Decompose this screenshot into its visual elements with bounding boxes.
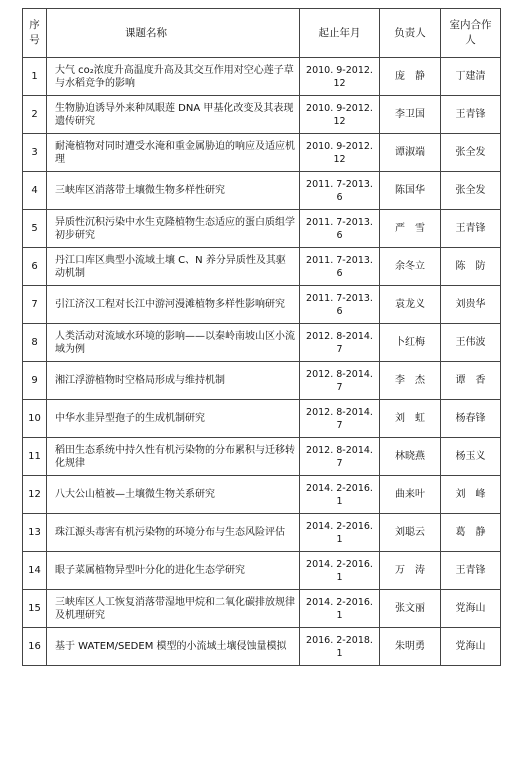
cell-collaborator: 党海山 [441, 590, 501, 628]
cell-no: 12 [23, 476, 47, 514]
cell-leader: 庞 静 [380, 58, 441, 96]
cell-title: 异质性沉积污染中水生克隆植物生态适应的蛋白质组学初步研究 [47, 210, 300, 248]
table-row [23, 400, 501, 438]
cell-title: 中华水韭异型孢子的生成机制研究 [47, 400, 300, 438]
header-leader: 负责人 [380, 9, 441, 58]
cell-title: 湘江浮游植物时空格局形成与维持机制 [47, 362, 300, 400]
cell-collaborator: 王青锋 [441, 96, 501, 134]
table-row [23, 590, 501, 628]
cell-title: 三峡库区消落带土壤微生物多样性研究 [47, 172, 300, 210]
header-title: 课题名称 [47, 9, 300, 58]
cell-collaborator: 王青锋 [441, 210, 501, 248]
cell-no: 9 [23, 362, 47, 400]
table-body [23, 58, 501, 666]
cell-no: 5 [23, 210, 47, 248]
cell-period: 2016. 2-2018. 1 [300, 628, 380, 666]
cell-no: 2 [23, 96, 47, 134]
cell-leader: 张文丽 [380, 590, 441, 628]
cell-collaborator: 谭 香 [441, 362, 501, 400]
cell-period: 2011. 7-2013. 6 [300, 286, 380, 324]
table-row [23, 476, 501, 514]
cell-period: 2014. 2-2016. 1 [300, 552, 380, 590]
cell-period: 2010. 9-2012. 12 [300, 96, 380, 134]
project-table [22, 8, 501, 666]
header-no: 序号 [23, 9, 47, 58]
cell-period: 2011. 7-2013. 6 [300, 172, 380, 210]
table-row [23, 324, 501, 362]
cell-no: 3 [23, 134, 47, 172]
cell-title: 基于 WATEM/SEDEM 模型的小流域土壤侵蚀量模拟 [47, 628, 300, 666]
cell-collaborator: 党海山 [441, 628, 501, 666]
cell-title: 引江济汉工程对长江中游河漫滩植物多样性影响研究 [47, 286, 300, 324]
cell-collaborator: 杨玉义 [441, 438, 501, 476]
cell-leader: 谭淑端 [380, 134, 441, 172]
cell-leader: 林晓燕 [380, 438, 441, 476]
cell-period: 2011. 7-2013. 6 [300, 210, 380, 248]
cell-no: 7 [23, 286, 47, 324]
header-period: 起止年月 [300, 9, 380, 58]
cell-no: 10 [23, 400, 47, 438]
cell-no: 15 [23, 590, 47, 628]
cell-title: 眼子菜属植物异型叶分化的进化生态学研究 [47, 552, 300, 590]
cell-period: 2014. 2-2016. 1 [300, 514, 380, 552]
cell-collaborator: 刘 峰 [441, 476, 501, 514]
cell-collaborator: 张全发 [441, 172, 501, 210]
cell-no: 16 [23, 628, 47, 666]
cell-leader: 严 雪 [380, 210, 441, 248]
cell-leader: 陈国华 [380, 172, 441, 210]
cell-period: 2010. 9-2012. 12 [300, 58, 380, 96]
cell-no: 6 [23, 248, 47, 286]
cell-no: 13 [23, 514, 47, 552]
cell-leader: 卜红梅 [380, 324, 441, 362]
cell-title: 三峡库区人工恢复消落带湿地甲烷和二氧化碳排放规律及机理研究 [47, 590, 300, 628]
cell-title: 丹江口库区典型小流域土壤 C、N 养分异质性及其驱动机制 [47, 248, 300, 286]
cell-leader: 刘聪云 [380, 514, 441, 552]
table-row [23, 96, 501, 134]
cell-title: 珠江源头毒害有机污染物的环境分布与生态风险评估 [47, 514, 300, 552]
table-row [23, 438, 501, 476]
cell-collaborator: 陈 防 [441, 248, 501, 286]
cell-leader: 朱明勇 [380, 628, 441, 666]
cell-collaborator: 丁建清 [441, 58, 501, 96]
cell-collaborator: 杨春锋 [441, 400, 501, 438]
cell-title: 大气 co₂浓度升高温度升高及其交互作用对空心莲子草与水稻竞争的影响 [47, 58, 300, 96]
table-row [23, 210, 501, 248]
cell-leader: 余冬立 [380, 248, 441, 286]
cell-leader: 袁龙义 [380, 286, 441, 324]
table-row [23, 362, 501, 400]
table-row [23, 286, 501, 324]
table-row [23, 172, 501, 210]
cell-title: 八大公山植被—土壤微生物关系研究 [47, 476, 300, 514]
cell-leader: 李卫国 [380, 96, 441, 134]
cell-title: 耐淹植物对同时遭受水淹和重金属胁迫的响应及适应机理 [47, 134, 300, 172]
cell-collaborator: 葛 静 [441, 514, 501, 552]
cell-no: 11 [23, 438, 47, 476]
cell-title: 生物胁迫诱导外来种凤眼莲 DNA 甲基化改变及其表现遗传研究 [47, 96, 300, 134]
cell-leader: 曲来叶 [380, 476, 441, 514]
cell-collaborator: 张全发 [441, 134, 501, 172]
table-row [23, 134, 501, 172]
cell-period: 2012. 8-2014. 7 [300, 438, 380, 476]
cell-no: 4 [23, 172, 47, 210]
header-collaborator: 室内合作人 [441, 9, 501, 58]
cell-leader: 刘 虹 [380, 400, 441, 438]
cell-title: 人类活动对流域水环境的影响——以秦岭南坡山区小流域为例 [47, 324, 300, 362]
table-header-row [23, 9, 501, 58]
cell-collaborator: 王青锋 [441, 552, 501, 590]
cell-leader: 李 杰 [380, 362, 441, 400]
cell-period: 2012. 8-2014. 7 [300, 362, 380, 400]
cell-period: 2011. 7-2013. 6 [300, 248, 380, 286]
table-row [23, 248, 501, 286]
cell-leader: 万 涛 [380, 552, 441, 590]
cell-no: 14 [23, 552, 47, 590]
table-row [23, 552, 501, 590]
table-row [23, 514, 501, 552]
cell-period: 2012. 8-2014. 7 [300, 324, 380, 362]
cell-collaborator: 王伟波 [441, 324, 501, 362]
table-row [23, 628, 501, 666]
cell-title: 稻田生态系统中持久性有机污染物的分布累积与迁移转化规律 [47, 438, 300, 476]
cell-period: 2014. 2-2016. 1 [300, 590, 380, 628]
table-row [23, 58, 501, 96]
cell-period: 2010. 9-2012. 12 [300, 134, 380, 172]
cell-collaborator: 刘贵华 [441, 286, 501, 324]
cell-no: 8 [23, 324, 47, 362]
cell-period: 2014. 2-2016. 1 [300, 476, 380, 514]
cell-no: 1 [23, 58, 47, 96]
cell-period: 2012. 8-2014. 7 [300, 400, 380, 438]
